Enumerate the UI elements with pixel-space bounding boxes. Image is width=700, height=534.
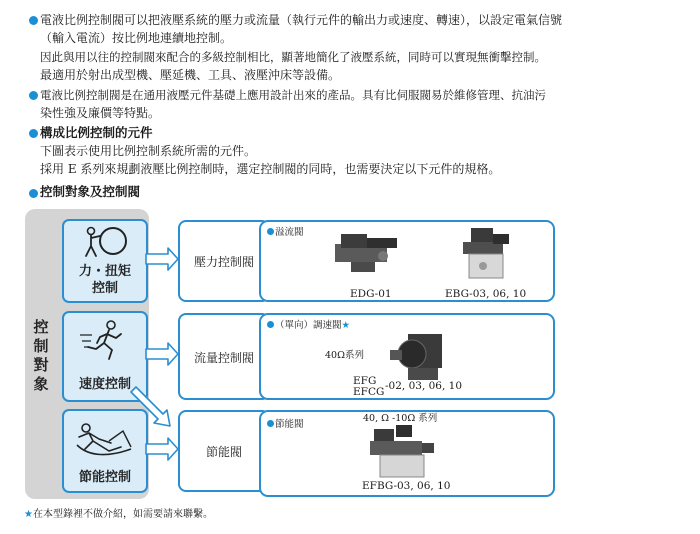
arrow-speed-to-flow [146,343,178,365]
intro-para1-line2: （輸入電流）按比例地連續地控制。 [40,31,233,45]
valve-group-flow [259,313,555,400]
components-heading: 構成比例控制的元件 [40,125,153,140]
components-line2: 採用 E 系列來規劃液壓比例控制時，選定控制閥的同時，也需要決定以下元件的規格。 [40,162,501,176]
bullet-dot [267,321,274,328]
model-efg: EFG [353,375,377,387]
model-ebg: EBG-03, 06, 10 [445,288,527,300]
arrow-speed-to-saving [131,387,170,426]
control-label: 節能閥 [205,445,242,459]
valve-group-title-text: （單向）調速閥 [275,320,342,331]
efg-valve-image [386,332,444,384]
category-label-line1: 力・扭矩 [78,264,131,279]
model-efcg: EFCG [353,386,385,398]
intro-para1-line1: 電液比例控制閥可以把液壓系統的壓力或流量（執行元件的輸出力或速度、轉速），以設定電氣信號 [40,13,563,27]
star-icon: ★ [24,509,33,520]
intro-para1-line4: 最適用於射出成型機、壓延機、工具、液壓沖床等設備。 [40,68,341,82]
targets-heading: 控制對象及控制閥 [40,184,141,199]
components-line1: 下圖表示使用比例控制系統所需的元件。 [40,144,257,158]
ebg-valve-image [453,224,523,280]
control-target-label: 控 制 對 象 [33,318,49,393]
valve-group-title-text: 溢流閥 [275,227,304,238]
bullet-dot [267,420,274,427]
valve-group-title [267,419,304,431]
edg-valve-image [327,226,407,276]
valve-group-energy [259,410,555,497]
category-label-line1: 節能控制 [78,470,131,485]
valve-group-title-text: 節能閥 [275,419,304,430]
efbg-valve-image [366,423,438,479]
model-edg: EDG-01 [350,288,392,300]
intro-para2-line1: 電液比例控制閥是在通用液壓元件基礎上應用設計出來的產品。具有比伺服閥易於維修管理、抗油污 [40,88,546,102]
arrow-energy-to-saving [146,438,178,460]
model-efg-sizes: -02, 03, 06, 10 [385,380,463,392]
valve-group-title [267,227,304,239]
control-label: 壓力控制閥 [193,255,254,269]
energy-saving-valve-box [178,410,270,492]
pressure-control-valve-box [178,220,270,302]
category-label-line2: 控制 [91,281,118,296]
model-efbg: EFBG-03, 06, 10 [362,480,451,492]
intro-para2-line2: 染性強及廉價等特點。 [40,106,161,120]
category-label-line1: 速度控制 [78,377,131,392]
control-label: 流量控制閥 [193,351,254,365]
footnote [24,509,213,521]
bullet-dot [267,228,274,235]
series-note: 40, Ω -10Ω 系列 [363,413,438,424]
intro-para1-line3: 因此與用以往的控制閥來配合的多級控制相比，顯著地簡化了液壓系統，同時可以實現無衝擊控制。 [40,50,546,64]
footnote-text: 在本型錄裡不做介紹，如需要請來聯繫。 [32,509,213,520]
valve-group-title [267,320,350,332]
series-note: 40Ω系列 [325,350,364,361]
valve-group-relief [259,220,555,302]
star-icon: ★ [341,320,351,331]
arrow-force-to-pressure [146,248,178,270]
flow-control-valve-box [178,313,270,400]
